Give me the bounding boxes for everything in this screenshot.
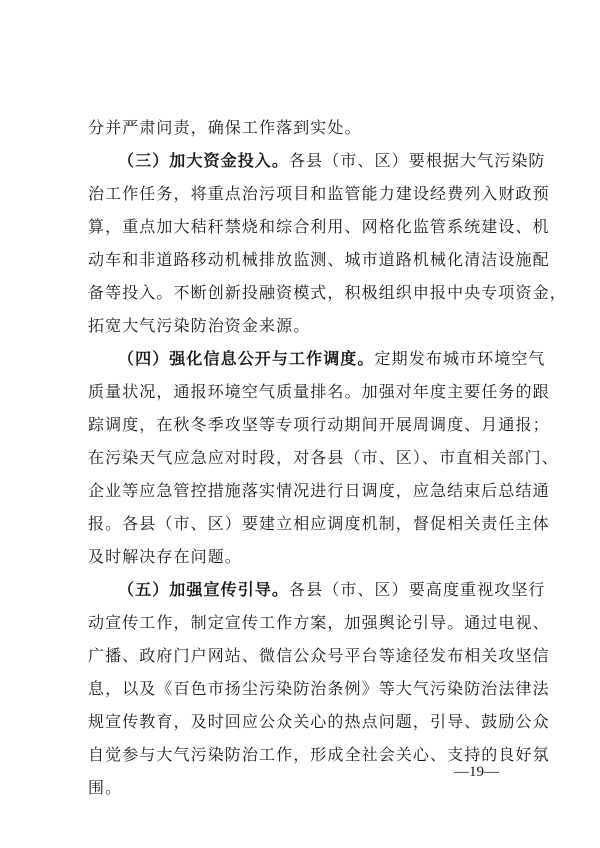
body-line: 报。各县（市、区）要建立相应调度机制，督促相关责任主体: [88, 514, 550, 533]
section-heading-line: （四）强化信息公开与工作调度。定期发布城市环境空气: [118, 349, 546, 368]
body-line: 息，以及《百色市扬尘污染防治条例》等大气污染防治法律法: [88, 679, 550, 698]
body-line: 拓宽大气污染防治资金来源。: [88, 316, 311, 335]
body-line: 及时解决存在问题。: [88, 547, 242, 566]
body-line: 规宣传教育，及时回应公众关心的热点问题，引导、鼓励公众: [88, 712, 550, 731]
body-line: 围。: [88, 778, 123, 797]
section-heading-line: （三）加大资金投入。各县（市、区）要根据大气污染防: [118, 151, 546, 170]
body-line: 广播、政府门户网站、微信公众号平台等途径发布相关攻坚信: [88, 646, 550, 665]
body-line: 备等投入。不断创新投融资模式，积极组织申报中央专项资金，: [88, 283, 567, 302]
body-line: 质量状况，通报环境空气质量排名。加强对年度主要任务的跟: [88, 382, 550, 401]
body-line: 治工作任务，将重点治污项目和监管能力建设经费列入财政预: [88, 184, 550, 203]
body-line: 算，重点加大秸秆禁烧和综合利用、网格化监管系统建设、机: [88, 217, 550, 236]
section-heading: （五）加强宣传引导。: [118, 580, 290, 599]
body-line: 踪调度，在秋冬季攻坚等专项行动期间开展周调度、月通报；: [88, 415, 550, 434]
body-line: 企业等应急管控措施落实情况进行日调度，应急结束后总结通: [88, 481, 550, 500]
section-heading: （三）加大资金投入。: [118, 151, 290, 170]
page-number: —19—: [454, 764, 499, 780]
body-line: 动车和非道路移动机械排放监测、城市道路机械化清洁设施配: [88, 250, 550, 269]
body-line: 在污染天气应急应对时段，对各县（市、区）、市直相关部门、: [88, 448, 559, 467]
section-heading-line: （五）加强宣传引导。各县（市、区）要高度重视攻坚行: [118, 580, 546, 599]
body-line: 分并严肃问责，确保工作落到实处。: [88, 118, 362, 137]
body-line: 动宣传工作，制定宣传工作方案，加强舆论引导。通过电视、: [88, 613, 550, 632]
section-heading: （四）强化信息公开与工作调度。: [118, 349, 375, 368]
body-line: 自觉参与大气污染防治工作，形成全社会关心、支持的良好氛: [88, 745, 550, 764]
